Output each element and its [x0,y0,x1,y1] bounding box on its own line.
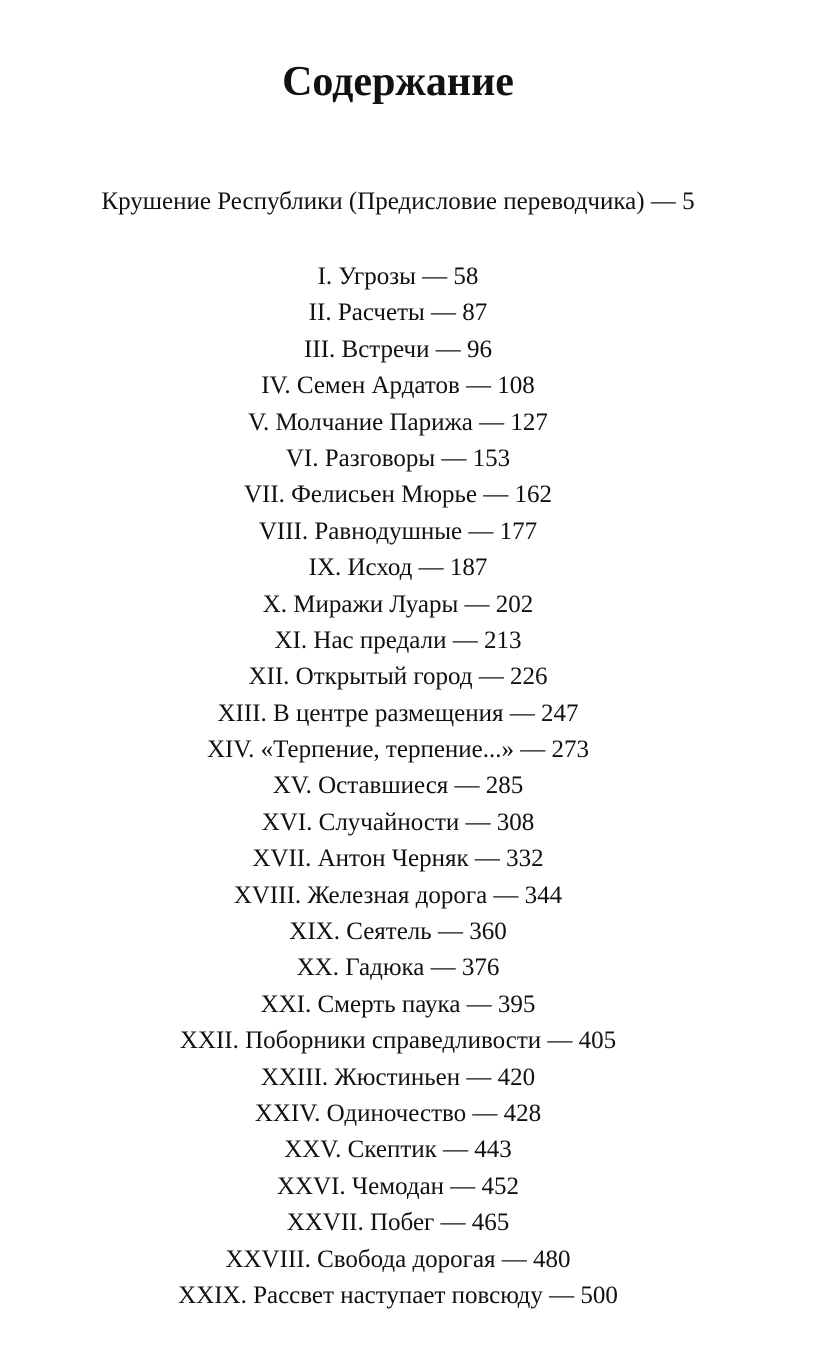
toc-entry-chapter-8: VIII. Равнодушные — 177 [258,517,538,545]
page-title: Содержание [282,59,514,105]
toc-entry-preface: Крушение Республики (Предисловие переводчика) — 5 [101,188,695,215]
toc-entry-chapter-17: XVII. Антон Черняк — 332 [252,845,544,873]
toc-entry-chapter-27: XXVII. Побег — 465 [286,1209,510,1237]
chapter-list [0,259,796,1314]
toc-entry-chapter-18: XVIII. Железная дорога — 344 [233,881,563,909]
toc-entry-chapter-3: III. Встречи — 96 [304,335,492,363]
toc-entry-chapter-28: XXVIII. Свобода дорогая — 480 [225,1245,571,1273]
toc-entry-chapter-2: II. Расчеты — 87 [308,299,488,327]
toc-entry-chapter-23: XXIII. Жюстиньен — 420 [260,1063,536,1091]
toc-entry-chapter-22: XXII. Поборники справедливости — 405 [179,1027,617,1055]
toc-entry-chapter-24: XXIV. Одиночество — 428 [254,1099,542,1127]
toc-entry-chapter-29: XXIX. Рассвет наступает повсюду — 500 [178,1281,618,1309]
toc-entry-chapter-5: V. Молчание Парижа — 127 [248,408,548,436]
toc-entry-chapter-10: X. Миражи Луары — 202 [262,590,534,618]
toc-entry-chapter-21: XXI. Смерть паука — 395 [260,990,536,1018]
toc-entry-chapter-14: XIV. «Терпение, терпение...» — 273 [206,736,590,764]
toc-entry-chapter-4: IV. Семен Ардатов — 108 [261,372,535,400]
toc-entry-chapter-6: VI. Разговоры — 153 [285,444,511,472]
toc-entry-chapter-25: XXV. Скептик — 443 [284,1136,512,1164]
toc-entry-chapter-13: XIII. В центре размещения — 247 [217,699,579,727]
toc-entry-chapter-11: XI. Нас предали — 213 [274,626,522,654]
toc-entry-chapter-12: XII. Открытый город — 226 [248,663,548,691]
toc-entry-chapter-15: XV. Оставшиеся — 285 [272,772,524,800]
toc-entry-chapter-9: IX. Исход — 187 [308,554,488,582]
toc-entry-chapter-1: I. Угрозы — 58 [317,263,479,290]
toc-entry-chapter-19: XIX. Сеятель — 360 [289,918,507,946]
toc-entry-chapter-7: VII. Фелисьен Мюрье — 162 [243,481,553,509]
toc-entry-chapter-16: XVI. Случайности — 308 [261,808,535,836]
toc-entry-chapter-20: XX. Гадюка — 376 [296,954,500,982]
toc-entry-chapter-26: XXVI. Чемодан — 452 [276,1172,520,1200]
